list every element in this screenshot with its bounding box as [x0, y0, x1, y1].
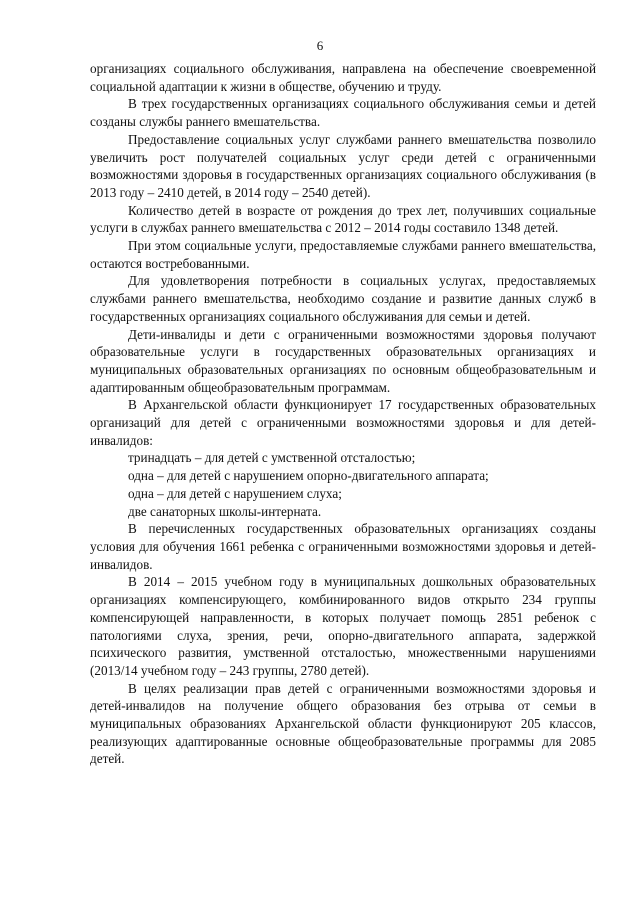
document-body: [90, 60, 596, 768]
page-number: 6: [316, 38, 324, 53]
paragraph: В целях реализации прав детей с ограниченными возможностями здоровья и детей-инвалидов на получение общего образования без отрыва от семьи в муниципальных образованиях Архангельской области функционируют 205 классов, реализующих адаптированные основные общеобразовательные программы для 2085 детей.: [90, 680, 596, 767]
list-item: одна – для детей с нарушением опорно-двигательного аппарата;: [128, 468, 489, 484]
paragraph: Дети-инвалиды и дети с ограниченными возможностями здоровья получают образовательные услуги в государственных образовательных организациях и муниципальных образовательных организациях по основным общеобразовательным и адаптированным общеобразовательным программам.: [90, 326, 596, 395]
list-item: тринадцать – для детей с умственной отсталостью;: [128, 450, 416, 466]
paragraph: Предоставление социальных услуг службами раннего вмешательства позволило увеличить рост получателей социальных услуг среди детей с ограниченными возможностями здоровья в государственных организациях социального обслуживания (в 2013 году – 2410 детей, в 2014 году – 2540 детей).: [90, 131, 596, 200]
paragraph: Для удовлетворения потребности в социальных услугах, предоставляемых службами раннего вмешательства, необходимо создание и развитие данных служб в государственных организациях социального обслуживания для семьи и детей.: [90, 273, 596, 324]
list-item: две санаторных школы-интерната.: [128, 503, 322, 519]
organization-list: [90, 449, 596, 520]
paragraph: В 2014 – 2015 учебном году в муниципальных дошкольных образовательных организациях компенсирующего, комбинированного видов открыто 234 группы компенсирующей направленности, в которых получает помощь 2851 ребенок с патологиями слуха, зрения, речи, опорно-двигательного аппарата, задержкой психического развития, умственной отсталостью, множественными нарушениями (2013/14 учебном году – 243 группы, 2780 детей).: [90, 574, 596, 678]
paragraph: При этом социальные услуги, предоставляемые службами раннего вмешательства, остаются востребованными.: [90, 238, 596, 271]
paragraph: В Архангельской области функционирует 17 государственных образовательных организаций для детей с ограниченными возможностями здоровья и для детей-инвалидов:: [90, 397, 596, 448]
paragraph: В перечисленных государственных образовательных организациях созданы условия для обучения 1661 ребенка с ограниченными возможностями здоровья и детей-инвалидов.: [90, 521, 596, 572]
paragraph: Количество детей в возрасте от рождения до трех лет, получивших социальные услуги в службах раннего вмешательства с 2012 – 2014 годы составило 1348 детей.: [90, 202, 596, 236]
list-item: одна – для детей с нарушением слуха;: [128, 485, 342, 501]
paragraph: В трех государственных организациях социального обслуживания семьи и детей созданы службы раннего вмешательства.: [90, 96, 596, 130]
paragraph-continuation: организациях социального обслуживания, направлена на обеспечение своевременной социальной адаптации к жизни в обществе, обучению и труду.: [90, 61, 596, 94]
